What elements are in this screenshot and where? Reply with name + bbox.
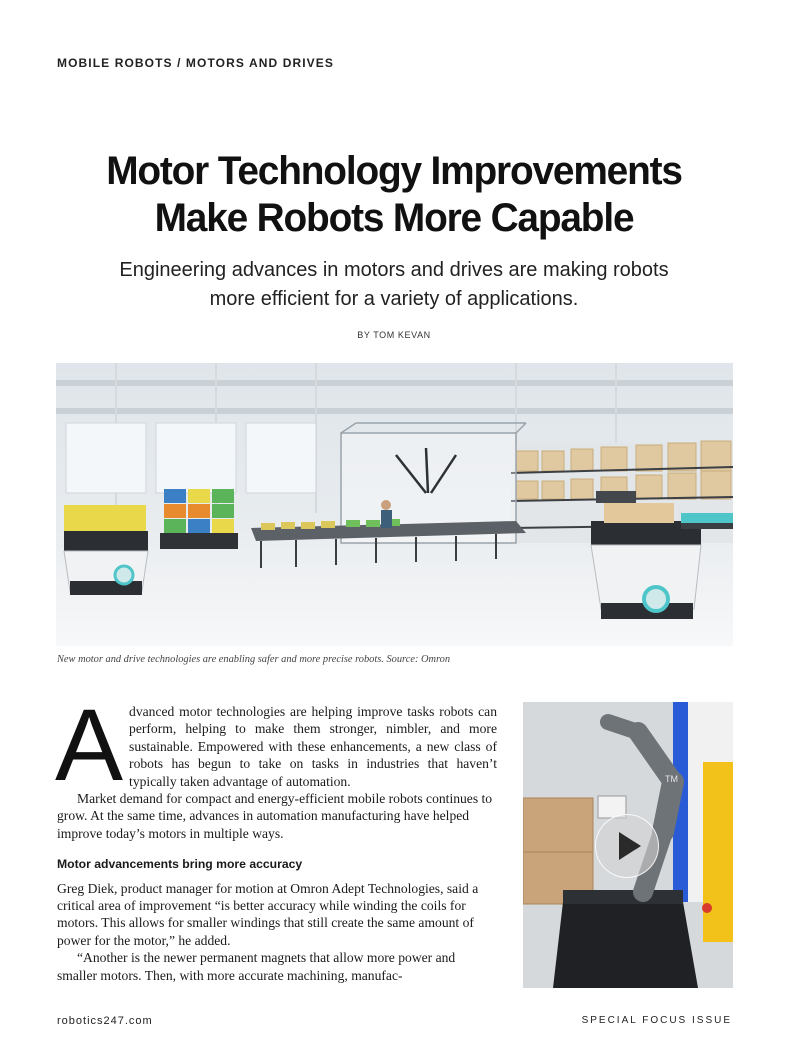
- byline: BY TOM KEVAN: [357, 330, 431, 340]
- video-player[interactable]: [523, 702, 733, 988]
- paragraph-2: Market demand for compact and energy-efficient mobile robots continues to grow. At the same time, advances in automation manufacturing have helped improve today’s motors in multiple ways.: [57, 791, 493, 841]
- warehouse-illustration: [56, 363, 733, 646]
- drop-cap: A: [55, 688, 124, 802]
- operator-figure: [381, 500, 392, 528]
- paragraph-3: Greg Diek, product manager for motion at Omron Adept Technologies, said a critical area of improvement “is better accuracy while winding the coils for motors. This allows for smaller windings that still create the same amount of power for the motor,” he added.: [57, 880, 479, 948]
- subtitle-dek: [40, 256, 748, 314]
- side-conveyor: [681, 513, 733, 529]
- paragraph-4: “Another is the newer permanent magnets that allow more power and smaller motors. Then, with more accurate machining, manufac-: [57, 950, 456, 983]
- cardboard-boxes: [523, 798, 593, 904]
- footer-issue-label: SPECIAL FOCUS ISSUE: [581, 1015, 732, 1026]
- play-icon: [619, 832, 641, 860]
- section-subhead: Motor advancements bring more accuracy: [57, 857, 303, 872]
- robot-brand-label: TM: [665, 774, 678, 784]
- headline-line-2: Make Robots More Capable: [154, 196, 634, 240]
- mobile-robot-left: [64, 505, 148, 595]
- headline-line-1: Motor Technology Improvements: [106, 149, 682, 193]
- section-label: MOBILE ROBOTS / MOTORS AND DRIVES: [57, 56, 334, 70]
- article-body: [55, 688, 497, 984]
- dek-line-2: more efficient for a variety of applications.: [209, 288, 579, 310]
- hero-caption: New motor and drive technologies are enabling safer and more precise robots. Source: Omron: [57, 654, 451, 665]
- windows: [66, 423, 316, 493]
- headline: [51, 148, 738, 242]
- footer-website[interactable]: robotics247.com: [57, 1015, 153, 1027]
- play-button[interactable]: [595, 814, 659, 878]
- crate-stack: [160, 489, 238, 549]
- lead-paragraph: dvanced motor technologies are helping improve tasks robots can perform, helping to make them stronger, nimbler, and more sustainable. Empowered with these enhancements, a new class of robots has begun to take on tasks in industries that haven’t typically taken advantage of automation.: [129, 704, 497, 789]
- hero-image-warehouse: [56, 363, 733, 646]
- robot-base: [553, 902, 698, 988]
- dek-line-1: Engineering advances in motors and drives are making robots: [119, 259, 669, 281]
